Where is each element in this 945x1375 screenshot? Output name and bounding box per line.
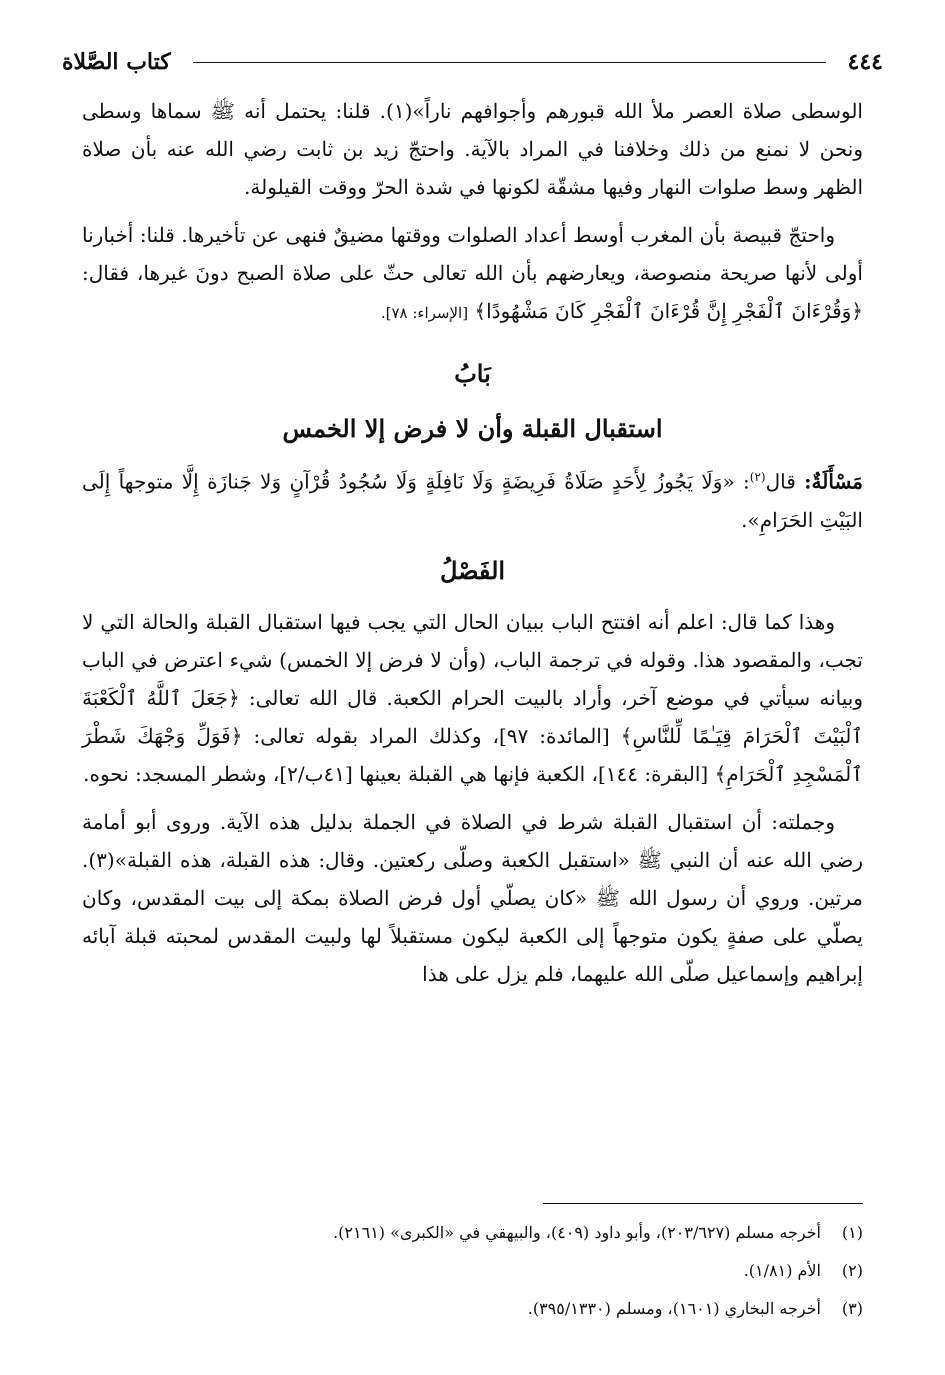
paragraph-1: الوسطى صلاة العصر ملأ الله قبورهم وأجوافهم ناراً»(١). قلنا: يحتمل أنه ﷺ سماها وسطى ونحن لا نمنع من ذلك وخلافنا في المراد بالآية. واحتجّ زيد بن ثابت رضي الله عنه بأن صلاة الظهر وسط صلوات النهار وفيها مشقّة لكونها في شدة الحرّ ووقت القيلولة.	[82, 99, 863, 199]
footnote-text: أخرجه البخاري (١٦٠١)، ومسلم (٣٩٥/١٣٣٠).	[527, 1299, 821, 1318]
footnote-number: (٢)	[841, 1261, 863, 1280]
masala-label: مَسْأَلَةٌ:	[804, 469, 864, 494]
masala-footnote-mark: (٢)	[749, 470, 766, 484]
masala-text-a: قال	[765, 469, 796, 494]
footnote-text: الأم (١/٨١).	[743, 1261, 821, 1280]
section-title: الفَصْلُ	[439, 555, 506, 585]
masala-text-b: : «وَلَا يَجُوزُ لِأَحَدٍ صَلَاةُ فَرِيضَةٍ وَلَا نَافِلَةٍ وَلَا سُجُودُ قُرْآنٍ وَلا جَنازَة إِلَّا متوجهاً إِلَى البَيْتِ الحَرَامِ».	[82, 469, 863, 532]
footnote-number: (١)	[841, 1223, 863, 1242]
page-header	[62, 40, 883, 84]
paragraph-2-text: واحتجّ قبيصة بأن المغرب أوسط أعداد الصلوات ووقتها مضيقٌ فنهى عن تأخيرها. قلنا: أخبارنا أولى لأنها صريحة منصوصة، ويعارضهم بأن الله تعالى حثّ على صلاة الصبح دونَ غيرها، فقال: ﴿وَقُرْءَانَ ٱلْفَجْرِ إِنَّ قُرْءَانَ ٱلْفَجْرِ كَانَ مَشْهُودًا﴾	[82, 223, 863, 323]
chapter-title: استقبال القبلة وأن لا فرض إلا الخمس	[282, 414, 663, 443]
main-text	[82, 92, 863, 1003]
book-title: كتاب الصَّلاة	[62, 49, 171, 75]
masala-paragraph	[82, 458, 863, 539]
footnote	[82, 1252, 863, 1290]
header-rule	[193, 62, 826, 63]
quran-reference: [الإسراء: ٧٨].	[380, 304, 469, 322]
paragraph-4: وجملته: أن استقبال القبلة شرط في الصلاة في الجملة بدليل هذه الآية. وروى أبو أمامة رضي الله عنه أن النبي ﷺ «استقبل الكعبة وصلّى ركعتين. وقال: هذه القبلة، هذه القبلة»(٣). مرتين. وروي أن رسول الله ﷺ «كان يصلّي أول فرض الصلاة بمكة إلى بيت المقدس، وكان يصلّي على صفةٍ يكون متوجهاً إلى الكعبة ليكون مستقبلاً لها ولبيت المقدس لمحبته قبلة آبائه إبراهيم وإسماعيل صلّى الله عليهما، فلم يزل على هذا	[82, 809, 864, 986]
footnote	[82, 1214, 863, 1252]
footnote-separator	[543, 1203, 863, 1204]
paragraph-2	[82, 216, 863, 332]
footnotes	[82, 1214, 863, 1328]
page-number: ٤٤٤	[847, 49, 883, 75]
paragraph-3: وهذا كما قال: اعلم أنه افتتح الباب ببيان الحال التي يجب فيها استقبال القبلة والحالة التي لا تجب، والمقصود هذا. وقوله في ترجمة الباب، (وأن لا فرض إلا الخمس) شيء اعترض في الباب وبيانه سيأتي في موضع آخر، وأراد بالبيت الحرام الكعبة. قال الله تعالى: ﴿جَعَلَ ٱللَّهُ ٱلْكَعْبَةَ ٱلْبَيْتَ ٱلْحَرَامَ قِيَـٰمًا لِّلنَّاسِ﴾ [المائدة: ٩٧]، وكذلك المراد بقوله تعالى: ﴿فَوَلِّ وَجْهَكَ شَطْرَ ٱلْمَسْجِدِ ٱلْحَرَامِ﴾ [البقرة: ١٤٤]، الكعبة فإنها هي القبلة بعينها [٤١ب/٢]، وشطر المسجد: نحوه.	[82, 609, 864, 786]
chapter-word: بَابُ	[454, 359, 491, 388]
footnote-number: (٣)	[841, 1299, 863, 1318]
footnote-text: أخرجه مسلم (٢٠٣/٦٢٧)، وأبو داود (٤٠٩)، والبيهقي في «الكبرى» (٢١٦١).	[333, 1223, 821, 1242]
footnote	[82, 1290, 863, 1328]
